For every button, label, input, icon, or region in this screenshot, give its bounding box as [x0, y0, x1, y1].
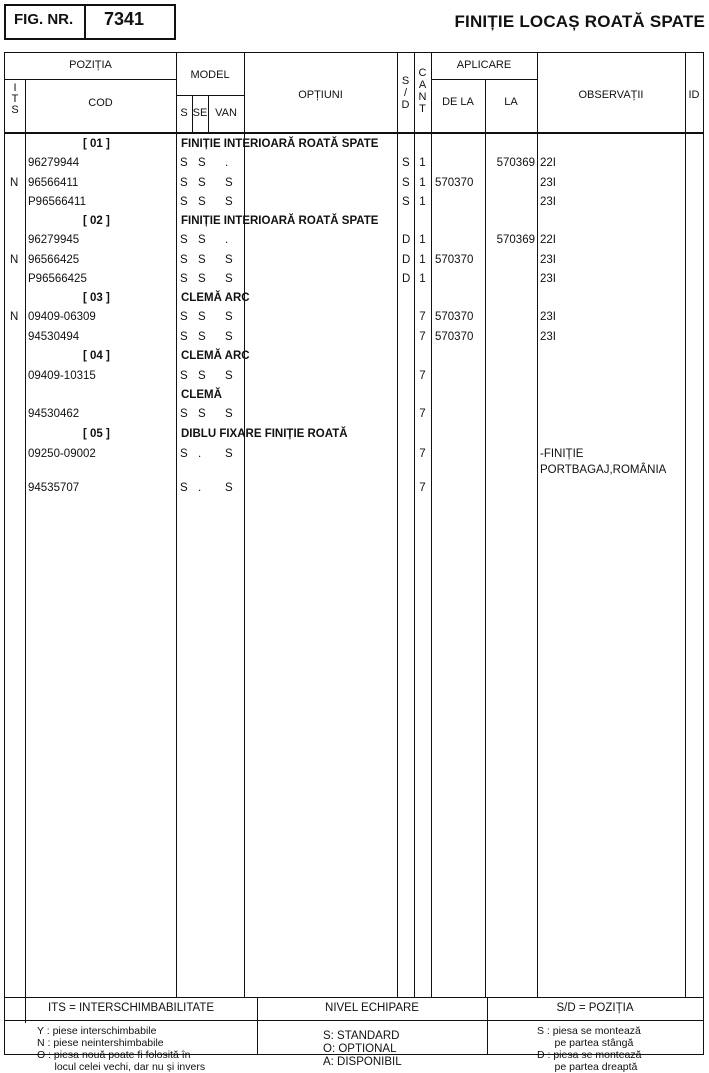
legend-title-line: [5, 1020, 703, 1021]
header-optiuni: OPȚIUNI: [298, 89, 343, 101]
part-cant: 7: [419, 482, 426, 494]
header-cant: C A N T: [418, 67, 427, 115]
group-position: [ 05 ]: [83, 428, 110, 440]
part-se: .: [198, 448, 202, 460]
part-obs: 22I: [540, 157, 556, 169]
part-cod: 09409-10315: [28, 370, 96, 382]
col-line-its: [25, 79, 26, 1023]
part-its: N: [10, 254, 19, 266]
col-line-optiuni: [397, 53, 398, 997]
part-se: .: [198, 482, 202, 494]
group-position: [ 02 ]: [83, 215, 110, 227]
part-s: S: [180, 408, 188, 420]
header-pozitia: POZIȚIA: [69, 59, 112, 71]
part-cant: 7: [419, 370, 426, 382]
part-s: S: [180, 482, 188, 494]
part-de-la: 570370: [435, 177, 474, 189]
row-line-model: [176, 95, 244, 96]
part-sd: S: [402, 177, 410, 189]
part-cant: 1: [419, 254, 426, 266]
part-van: .: [225, 157, 229, 169]
part-s: S: [180, 448, 188, 460]
part-obs-line2: PORTBAGAJ,ROMÂNIA: [540, 464, 667, 476]
part-s: S: [180, 273, 188, 285]
col-line-model: [244, 53, 245, 997]
part-cant: 1: [419, 157, 426, 169]
part-obs: 23I: [540, 273, 556, 285]
figure-number: 7341: [104, 9, 145, 29]
header-model: MODEL: [190, 69, 230, 81]
legend-sd-text: S : piesa se montează pe partea stângă D : piesa se montează pe partea dreaptă: [537, 1025, 642, 1073]
part-its: N: [10, 177, 19, 189]
part-se: S: [198, 157, 206, 169]
row-line-aplicare: [431, 79, 537, 80]
part-van: S: [225, 370, 233, 382]
group-name: CLEMĂ ARC: [181, 350, 250, 362]
group-position: [ 04 ]: [83, 350, 110, 362]
part-van: S: [225, 196, 233, 208]
header-cod: COD: [88, 97, 113, 109]
part-obs: 23I: [540, 254, 556, 266]
part-se: S: [198, 196, 206, 208]
part-s: S: [180, 234, 188, 246]
page-title: FINIȚIE LOCAȘ ROATĂ SPATE: [454, 12, 705, 31]
part-sd: S: [402, 157, 410, 169]
part-de-la: 570370: [435, 254, 474, 266]
col-line-cod: [176, 53, 177, 997]
header-aplicare: APLICARE: [456, 59, 512, 71]
part-obs: 23I: [540, 196, 556, 208]
part-cod: P96566411: [28, 196, 86, 208]
part-s: S: [180, 254, 188, 266]
part-cod: 94530462: [28, 408, 80, 420]
part-se: S: [198, 331, 206, 343]
legend-nivel-title: NIVEL ECHIPARE: [325, 1002, 419, 1014]
part-van: S: [225, 408, 233, 420]
part-van: S: [225, 331, 233, 343]
header-model-van: VAN: [215, 107, 237, 119]
col-line-aplicare: [537, 53, 538, 997]
part-se: S: [198, 311, 206, 323]
legend-top-line: [5, 997, 703, 998]
part-obs: 23I: [540, 311, 556, 323]
part-se: S: [198, 177, 206, 189]
part-cod: P96566425: [28, 273, 87, 285]
legend-sd-title: S/D = POZIȚIA: [556, 1002, 634, 1014]
part-cod: 94535707: [28, 482, 80, 494]
part-cant: 1: [419, 234, 426, 246]
part-de-la: 570370: [435, 331, 474, 343]
part-sd: S: [402, 196, 410, 208]
header-id: ID: [688, 89, 700, 101]
part-sd: D: [402, 254, 411, 266]
part-van: .: [225, 234, 229, 246]
part-la: 570369: [496, 157, 535, 169]
col-line-cant: [431, 53, 432, 997]
part-s: S: [180, 311, 188, 323]
part-van: S: [225, 482, 233, 494]
group-position: [ 01 ]: [83, 138, 110, 150]
part-se: S: [198, 273, 206, 285]
legend-its-title: ITS = INTERSCHIMBABILITATE: [47, 1002, 215, 1014]
header-bottom-line: [5, 132, 703, 134]
part-se: S: [198, 408, 206, 420]
header-de-la: DE LA: [442, 96, 474, 108]
part-van: S: [225, 273, 233, 285]
part-cod: 09409-06309: [28, 311, 96, 323]
part-s: S: [180, 331, 188, 343]
row-line-pozitia: [5, 79, 176, 80]
group-name: DIBLU FIXARE FINIȚIE ROATĂ: [181, 428, 348, 440]
legend-nivel-text: S: STANDARD O: OPTIONAL A: DISPONIBIL: [323, 1030, 402, 1068]
header-observatii: OBSERVAȚII: [578, 89, 644, 101]
part-cant: 1: [419, 273, 426, 285]
part-se: S: [198, 370, 206, 382]
part-cant: 7: [419, 448, 426, 460]
part-cod: 09250-09002: [28, 448, 96, 460]
part-cant: 1: [419, 196, 426, 208]
part-cod: 96566425: [28, 254, 80, 266]
part-van: S: [225, 254, 233, 266]
part-van: S: [225, 448, 233, 460]
group-position: [ 03 ]: [83, 292, 110, 304]
part-de-la: 570370: [435, 311, 474, 323]
part-obs: 23I: [540, 331, 556, 343]
group-name: CLEMĂ ARC: [181, 292, 250, 304]
part-van: S: [225, 311, 233, 323]
header-its: I T S: [11, 82, 19, 116]
part-sd: D: [402, 234, 411, 246]
group-name: FINIȚIE INTERIOARĂ ROATĂ SPATE: [181, 215, 379, 227]
col-line-obs: [685, 53, 686, 997]
part-s: S: [180, 157, 188, 169]
part-s: S: [180, 177, 188, 189]
part-cant: 7: [419, 408, 426, 420]
header-model-se: SE: [192, 107, 208, 119]
part-s: S: [180, 196, 188, 208]
figure-label: FIG. NR.: [14, 11, 74, 28]
part-cant: 7: [419, 311, 426, 323]
legend-its-text: Y : piese interschimbabile N : piese neintershimbabile O : piesa nouă poate fi folosită în locul celei vechi, dar nu și invers: [37, 1025, 206, 1073]
part-its: N: [10, 311, 19, 323]
col-line-de-la: [485, 79, 486, 997]
header-sd: S / D: [401, 75, 410, 111]
part-cod: 94530494: [28, 331, 80, 343]
figure-box-divider: [84, 6, 86, 38]
group-name: FINIȚIE INTERIOARĂ ROATĂ SPATE: [181, 138, 379, 150]
part-cod: 96566411: [28, 177, 79, 189]
part-obs: 23I: [540, 177, 556, 189]
part-van: S: [225, 177, 233, 189]
part-cant: 1: [419, 177, 426, 189]
part-obs: 22I: [540, 234, 556, 246]
group-name: CLEMĂ: [181, 389, 222, 401]
header-la: LA: [504, 96, 518, 108]
part-sd: D: [402, 273, 411, 285]
part-cant: 7: [419, 331, 426, 343]
part-la: 570369: [496, 234, 535, 246]
part-cod: 96279944: [28, 157, 80, 169]
part-s: S: [180, 370, 188, 382]
part-obs: -FINIȚIE: [540, 448, 584, 460]
part-se: S: [198, 254, 206, 266]
parts-table: [4, 52, 704, 1073]
header-model-s: S: [180, 107, 188, 119]
part-cod: 96279945: [28, 234, 80, 246]
part-se: S: [198, 234, 206, 246]
